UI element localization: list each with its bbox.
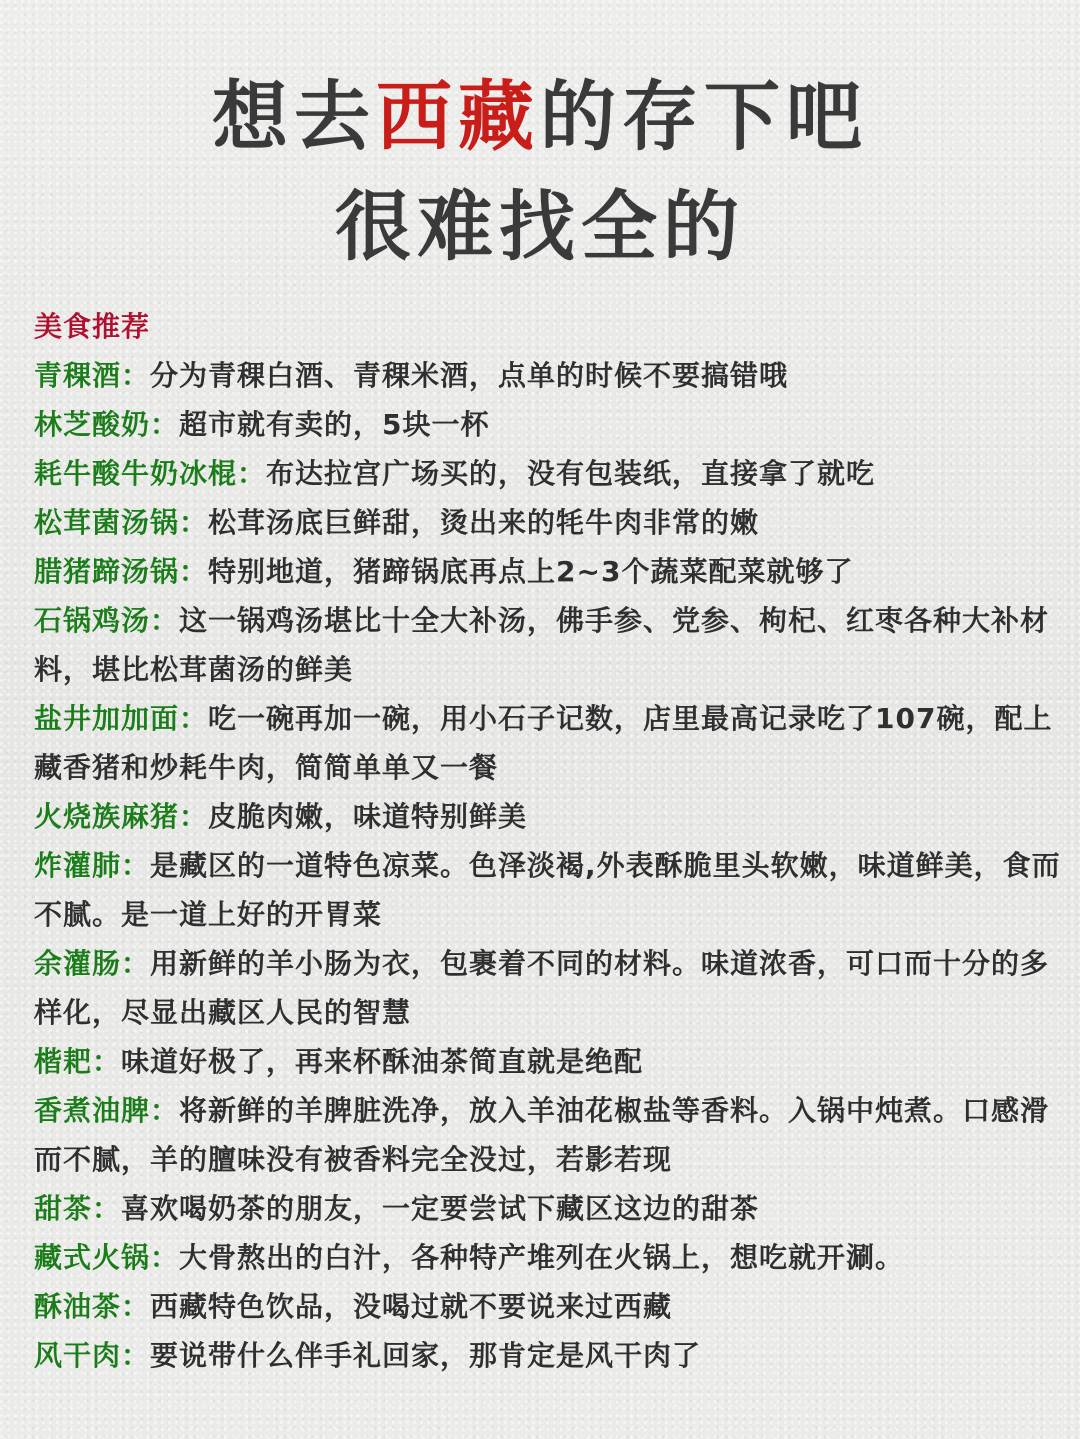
food-item — [34, 1282, 1064, 1331]
food-name: 酥油茶： — [34, 1290, 151, 1323]
food-description: 布达拉宫广场买的，没有包装纸，直接拿了就吃 — [266, 457, 876, 490]
title-line-2: 很难找全的 — [335, 182, 745, 271]
food-list — [34, 351, 1064, 1380]
food-description: 松茸汤底巨鲜甜，烫出来的牦牛肉非常的嫩 — [208, 506, 760, 539]
food-item — [34, 1086, 1064, 1184]
page-header — [0, 62, 1080, 282]
food-name: 松茸菌汤锅： — [34, 506, 209, 539]
food-description: 分为青稞白酒、青稞米酒，点单的时候不要搞错哦 — [150, 359, 789, 392]
food-description: 要说带什么伴手礼回家，那肯定是风干肉了 — [150, 1339, 702, 1372]
food-name: 藏式火锅： — [34, 1241, 180, 1274]
food-item — [34, 498, 1064, 547]
section-title: 美食推荐 — [34, 310, 151, 343]
food-item — [34, 1184, 1064, 1233]
food-description: 皮脆肉嫩，味道特别鲜美 — [208, 800, 528, 833]
food-name: 火烧族麻猪： — [34, 800, 209, 833]
food-item — [34, 547, 1064, 596]
food-description: 用新鲜的羊小肠为衣，包裹着不同的材料。味道浓香，可口而十分的多样化，尽显出藏区人民的智慧 — [34, 947, 1050, 1029]
food-description: 特别地道，猪蹄锅底再点上2~3个蔬菜配菜就够了 — [208, 555, 854, 588]
food-description: 这一锅鸡汤堪比十全大补汤，佛手参、党参、枸杞、红枣各种大补材料，堪比松茸菌汤的鲜美 — [34, 604, 1050, 686]
food-item — [34, 792, 1064, 841]
food-item — [34, 449, 1064, 498]
food-name: 盐井加加面： — [34, 702, 209, 735]
food-description: 是藏区的一道特色凉菜。色泽淡褐,外表酥脆里头软嫩，味道鲜美，食而不腻。是一道上好的开胃菜 — [34, 849, 1061, 931]
food-item — [34, 694, 1064, 792]
food-name: 余灌肠： — [34, 947, 151, 980]
food-name: 炸灌肺： — [34, 849, 151, 882]
food-name: 甜茶： — [34, 1192, 122, 1225]
food-description: 喜欢喝奶茶的朋友，一定要尝试下藏区这边的甜茶 — [121, 1192, 760, 1225]
food-item — [34, 400, 1064, 449]
food-description: 大骨熬出的白汁，各种特产堆列在火锅上，想吃就开涮。 — [179, 1241, 905, 1274]
food-description: 味道好极了，再来杯酥油茶简直就是绝配 — [121, 1045, 644, 1078]
food-name: 楷耙： — [34, 1045, 122, 1078]
food-item — [34, 1037, 1064, 1086]
food-name: 石锅鸡汤： — [34, 604, 180, 637]
food-name: 腊猪蹄汤锅： — [34, 555, 209, 588]
food-item — [34, 596, 1064, 694]
food-name: 风干肉： — [34, 1339, 151, 1372]
food-description: 将新鲜的羊脾脏洗净，放入羊油花椒盐等香料。入锅中炖煮。口感滑而不腻，羊的膻味没有被香料完全没过，若影若现 — [34, 1094, 1050, 1176]
food-item — [34, 1331, 1064, 1380]
food-name: 林芝酸奶： — [34, 408, 180, 441]
food-item — [34, 939, 1064, 1037]
food-name: 耗牛酸牛奶冰棍： — [34, 457, 267, 490]
food-description: 吃一碗再加一碗，用小石子记数，店里最高记录吃了107碗，配上藏香猪和炒耗牛肉，简简单单又一餐 — [34, 702, 1053, 784]
food-name: 香煮油脾： — [34, 1094, 180, 1127]
title-accent-text: 西藏 — [376, 72, 540, 161]
food-item — [34, 841, 1064, 939]
food-item — [34, 1233, 1064, 1282]
title-text: 的存下吧 — [540, 72, 868, 161]
food-name: 青稞酒： — [34, 359, 151, 392]
food-description: 西藏特色饮品，没喝过就不要说来过西藏 — [150, 1290, 673, 1323]
title-line-1 — [0, 62, 1080, 172]
title-text: 想去 — [212, 72, 376, 161]
food-description: 超市就有卖的，5块一杯 — [179, 408, 490, 441]
food-item — [34, 351, 1064, 400]
food-section — [34, 302, 1064, 1380]
